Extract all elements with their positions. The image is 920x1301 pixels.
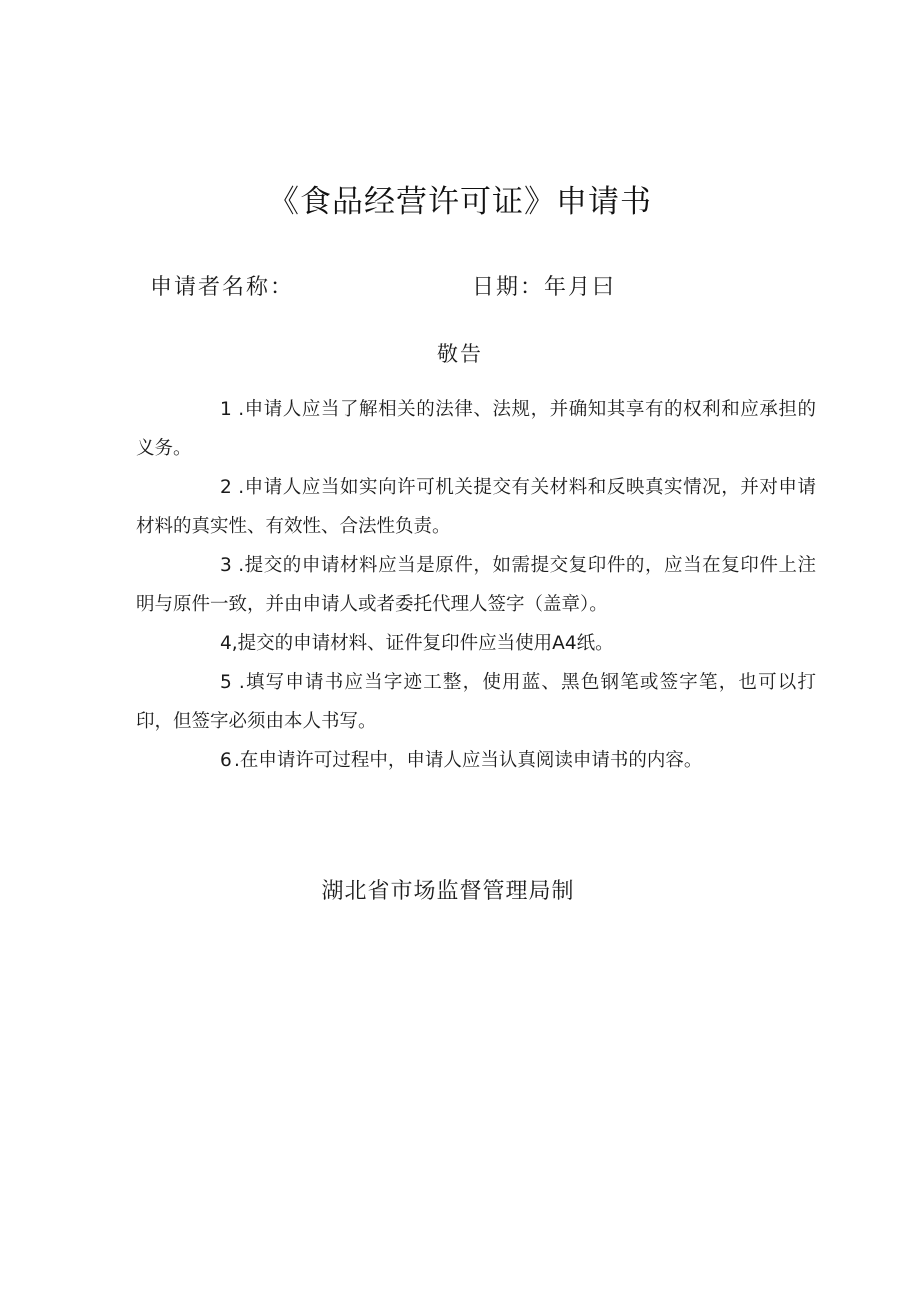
notice-item-text: .在申请许可过程中，申请人应当认真阅读申请书的内容。: [234, 750, 703, 771]
notice-item: [136, 741, 816, 780]
notice-item: [136, 546, 816, 624]
notice-item-number: 3: [220, 555, 232, 576]
notice-item: [136, 390, 816, 468]
notice-item-number: 6: [220, 750, 232, 771]
notice-item: [136, 624, 816, 663]
notice-item-number: 4,: [220, 633, 238, 654]
applicant-name-label: 申请者名称：: [150, 275, 295, 300]
notice-item-number: 5: [220, 672, 232, 693]
notice-list: [136, 390, 816, 780]
notice-item-text: .填写申请书应当字迹工整，使用蓝、黑色钢笔或签字笔，也可以打印，但签字必须由本人书写。: [136, 672, 816, 732]
date-label: 日期：年月曰: [472, 275, 617, 300]
notice-item: [136, 468, 816, 546]
issuing-authority: 湖北省市场监督管理局制: [321, 879, 575, 904]
notice-item: [136, 663, 816, 741]
notice-item-text: .申请人应当如实向许可机关提交有关材料和反映真实情况，并对申请材料的真实性、有效性、合法性负责。: [136, 477, 816, 537]
notice-item-text: .申请人应当了解相关的法律、法规，并确知其享有的权利和应承担的义务。: [136, 399, 816, 459]
notice-item-number: 2: [220, 477, 232, 498]
notice-item-number: 1: [220, 399, 232, 420]
document-title: 《食品经营许可证》申请书: [268, 184, 652, 220]
notice-item-text: .提交的申请材料应当是原件，如需提交复印件的，应当在复印件上注明与原件一致，并由申请人或者委托代理人签字（盖章）。: [136, 555, 816, 615]
applicant-info-row: [150, 270, 770, 304]
notice-item-text: 提交的申请材料、证件复印件应当使用A4纸。: [237, 633, 614, 654]
notice-heading: 敬告: [437, 342, 483, 366]
